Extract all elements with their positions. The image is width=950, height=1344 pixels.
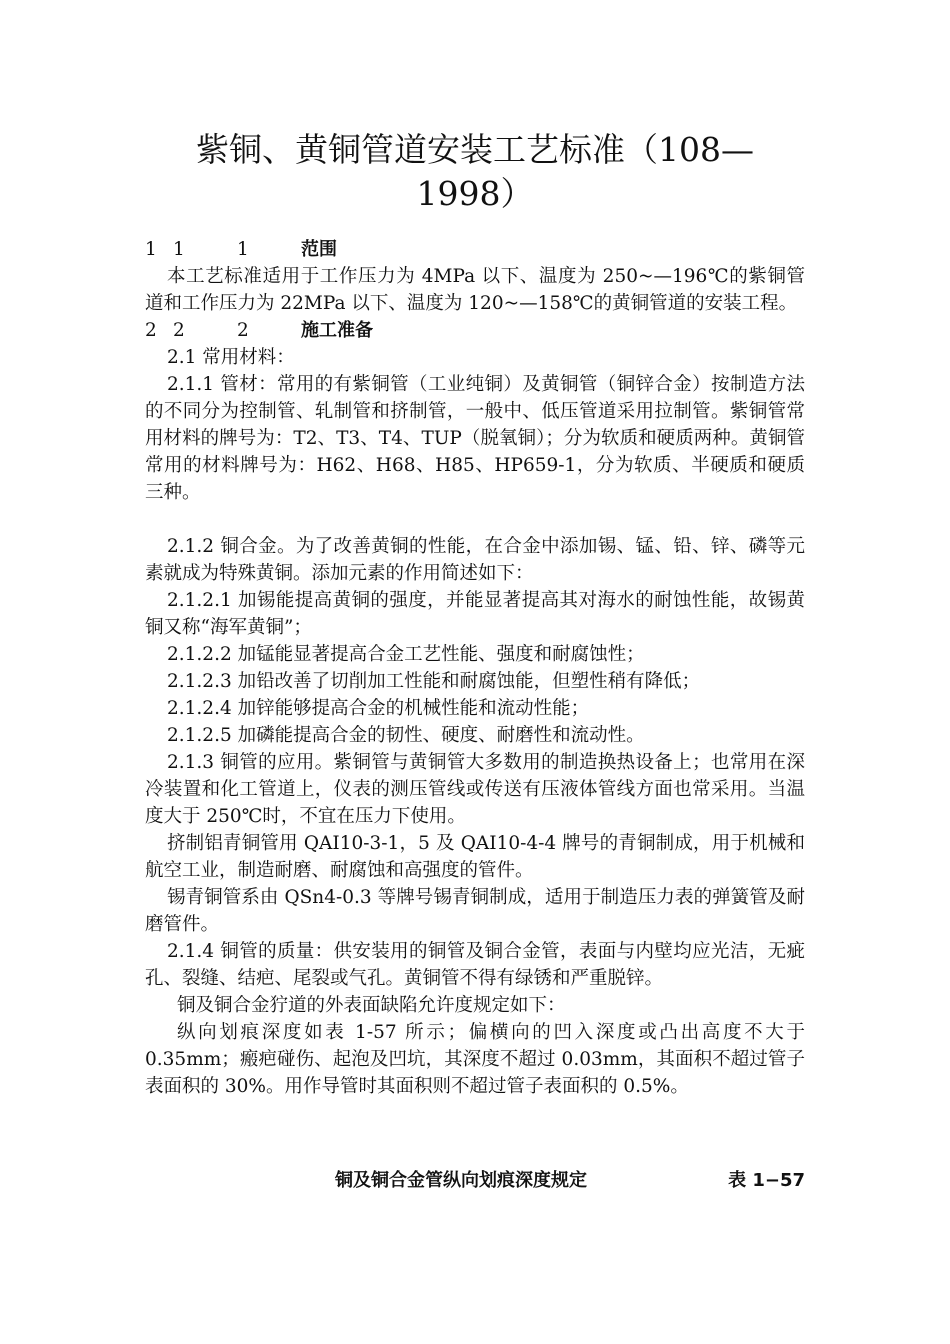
paragraph: 铜及铜合金狞道的外表面缺陷允许度规定如下：	[177, 995, 566, 1016]
document-title	[150, 128, 800, 216]
section-number: 1	[173, 239, 185, 260]
section-heading-text: 范围	[301, 239, 337, 260]
table-caption-number: 表 1−57	[728, 1170, 805, 1191]
title-line-2: 1998）	[416, 174, 534, 213]
section-heading-scope	[145, 236, 805, 263]
section-heading-text: 施工准备	[301, 320, 373, 341]
paragraph: 本工艺标准适用于工作压力为 4MPa 以下、温度为 250~—196℃的紫铜管道和工作压力为 22MPa 以下、温度为 120~—158℃的黄铜管道的安装工程。	[145, 266, 805, 314]
paragraph: 2.1.2.1 加锡能提高黄铜的强度，并能显著提高其对海水的耐蚀性能，故锡黄铜又称“海军黄铜”；	[145, 590, 805, 638]
paragraph: 2.1.2.2 加锰能显著提高合金工艺性能、强度和耐腐蚀性；	[167, 644, 645, 665]
paragraph: 2.1.1 管材：常用的有紫铜管（工业纯铜）及黄铜管（铜锌合金）按制造方法的不同分为控制管、轧制管和挤制管，一般中、低压管道采用拉制管。紫铜管常用材料的牌号为：T2、T3、T4、TUP（脱氧铜）；分为软质和硬质两种。黄铜管常用的材料牌号为：H62、H68、H85、HP659-1，分为软质、半硬质和硬质三种。	[145, 374, 805, 503]
paragraph: 2.1.4 铜管的质量：供安装用的铜管及铜合金管，表面与内壁均应光洁，无疵孔、裂缝、结疤、尾裂或气孔。黄铜管不得有绿锈和严重脱锌。	[145, 941, 805, 989]
paragraph: 2.1 常用材料：	[167, 347, 295, 368]
paragraph: 2.1.2.3 加铅改善了切削加工性能和耐腐蚀能，但塑性稍有降低；	[167, 671, 701, 692]
section-number: 2	[173, 320, 185, 341]
section-number: 2	[237, 320, 249, 341]
paragraph: 2.1.2.5 加磷能提高合金的韧性、硬度、耐磨性和流动性。	[167, 725, 645, 746]
table-caption-title: 铜及铜合金管纵向划痕深度规定	[335, 1170, 587, 1191]
title-line-1: 紫铜、黄铜管道安装工艺标准（108—	[196, 130, 754, 169]
paragraph: 2.1.2.4 加锌能够提高合金的机械性能和流动性能；	[167, 698, 590, 719]
section-number: 1	[145, 239, 157, 260]
table-caption	[145, 1166, 805, 1192]
paragraph-gap	[145, 506, 805, 533]
section-number: 1	[237, 239, 249, 260]
paragraph: 锡青铜管系由 QSn4-0.3 等牌号锡青铜制成，适用于制造压力表的弹簧管及耐磨管件。	[145, 887, 805, 935]
paragraph: 2.1.3 铜管的应用。紫铜管与黄铜管大多数用的制造换热设备上；也常用在深冷装置和化工管道上，仪表的测压管线或传送有压液体管线方面也常采用。当温度大于 250℃时，不宜在压力下使用。	[145, 752, 805, 827]
paragraph: 纵向划痕深度如表 1-57 所示；偏横向的凹入深度或凸出高度不大于 0.35mm；瘢疤碰伤、起泡及凹坑，其深度不超过 0.03mm，其面积不超过管子表面积的 30%。用作导管时其面积则不超过管子表面积的 0.5%。	[145, 1022, 805, 1097]
paragraph: 挤制铝青铜管用 QAI10-3-1，5 及 QAI10-4-4 牌号的青铜制成，用于机械和航空工业，制造耐磨、耐腐蚀和高强度的管件。	[145, 833, 805, 881]
section-number: 2	[145, 320, 157, 341]
section-heading-preparation	[145, 317, 805, 344]
paragraph: 2.1.2 铜合金。为了改善黄铜的性能，在合金中添加锡、锰、铅、锌、磷等元素就成为特殊黄铜。添加元素的作用简述如下：	[145, 536, 805, 584]
document-body	[145, 236, 805, 1100]
